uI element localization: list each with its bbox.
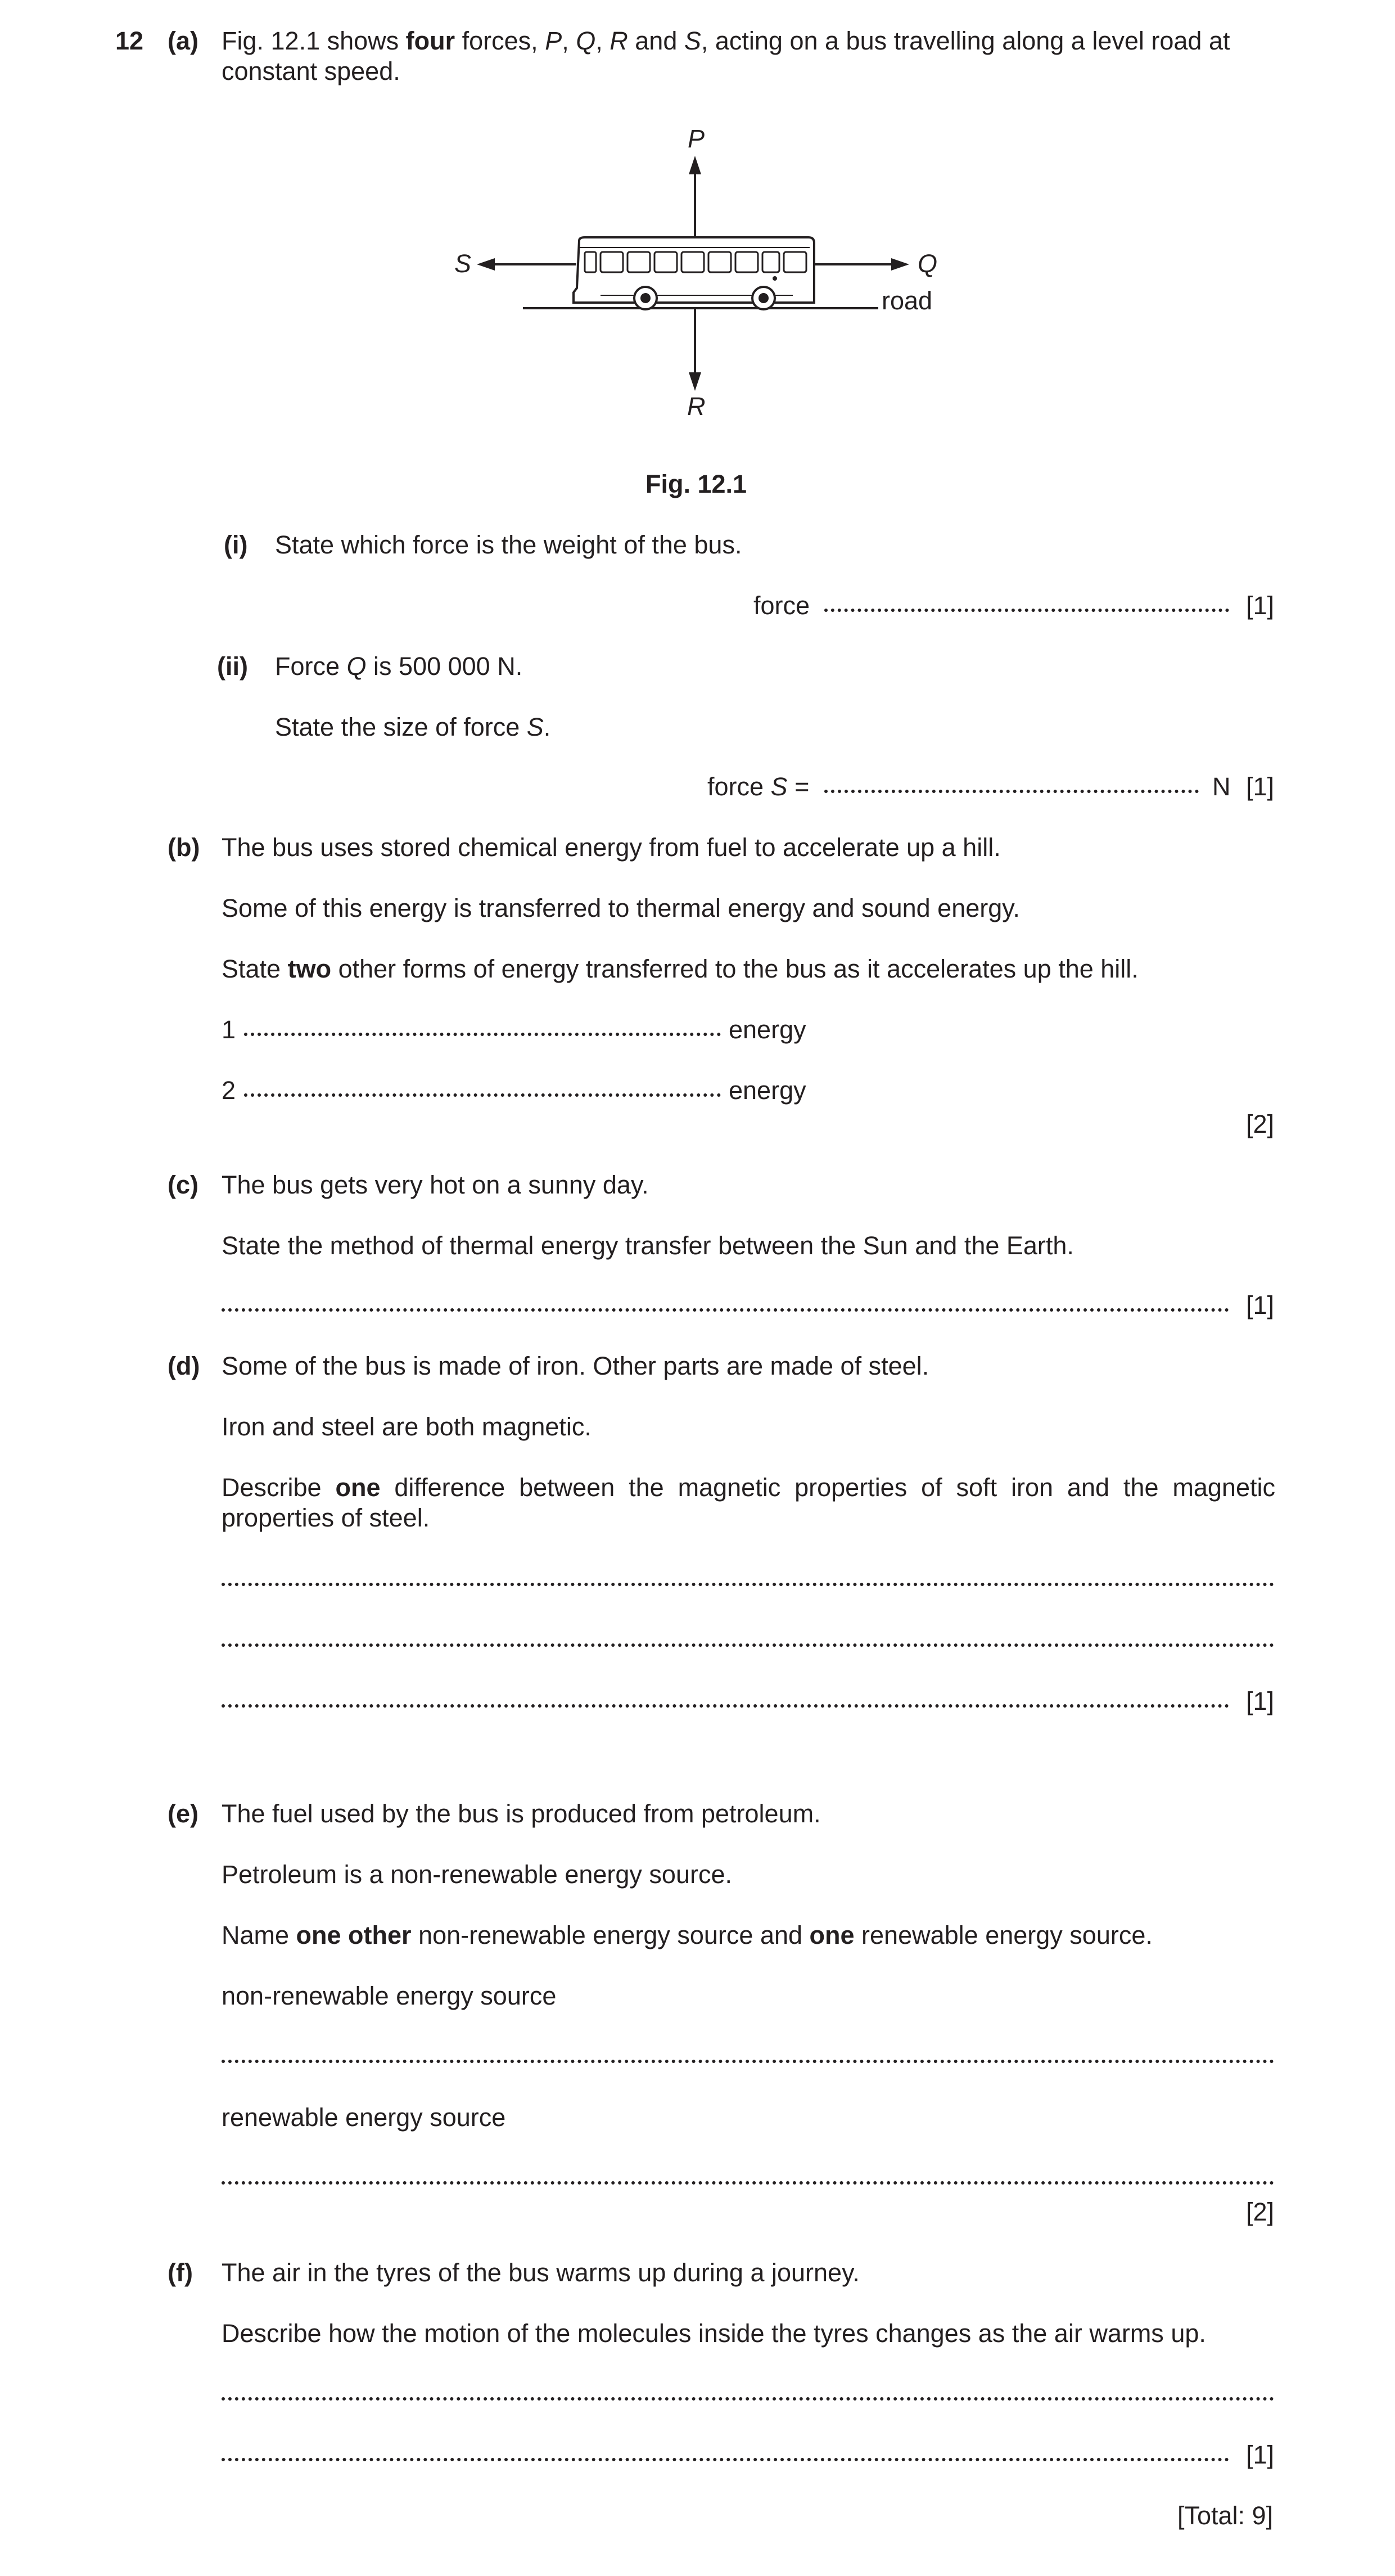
part-a-ii-label: (ii) [217, 652, 248, 681]
label-s: S [454, 249, 472, 278]
part-b-line2: Some of this energy is transferred to thermal energy and sound energy. [222, 894, 1020, 922]
part-d-line1: Some of the bus is made of iron. Other parts are made of steel. [222, 1352, 929, 1380]
part-e-line1: The fuel used by the bus is produced from petroleum. [222, 1799, 821, 1828]
part-c-label: (c) [168, 1170, 198, 1199]
part-c-line2: State the method of thermal energy transfer between the Sun and the Earth. [222, 1231, 1074, 1260]
part-d-line3-cont: properties of steel. [222, 1503, 430, 1532]
arrow-q-head [891, 258, 909, 271]
part-a-ii-marks: [1] [1246, 772, 1275, 801]
figure-caption: Fig. 12.1 [645, 470, 747, 498]
arrow-r-head [689, 372, 701, 391]
part-d-marks: [1] [1246, 1687, 1275, 1715]
part-a-i-label: (i) [224, 530, 248, 559]
part-a-label: (a) [168, 26, 198, 55]
arrow-s-head [477, 258, 495, 271]
arrow-p-head [689, 156, 701, 174]
part-b-marks: [2] [1246, 1110, 1275, 1138]
part-f-line1: The air in the tyres of the bus warms up during a journey. [222, 2258, 860, 2287]
part-a-ii-text: Force Q is 500 000 N. [275, 652, 523, 681]
part-f-label: (f) [168, 2258, 193, 2287]
part-d-label: (d) [168, 1352, 200, 1380]
part-a-ii-text-line2: State the size of force S. [275, 713, 551, 741]
part-e-line2: Petroleum is a non-renewable energy source. [222, 1860, 732, 1889]
part-a-ii-unit: N [1212, 772, 1231, 801]
part-a-ii-answer-line[interactable] [824, 790, 1199, 793]
part-b-item2-answer-line[interactable] [244, 1093, 721, 1097]
part-e-line3: Name one other non-renewable energy source and one renewable energy source. [222, 1921, 1153, 1949]
question-total: [Total: 9] [1177, 2501, 1274, 2530]
part-b-item1-answer-line[interactable] [244, 1033, 721, 1036]
part-b-line3: State two other forms of energy transferred to the bus as it accelerates up the hill. [222, 954, 1139, 983]
part-e-marks: [2] [1246, 2197, 1275, 2226]
question-number: 12 [115, 26, 144, 55]
part-e-renewable-answer-line[interactable] [222, 2181, 1274, 2185]
part-a-i-answer-prefix: force [753, 591, 810, 620]
part-b-item2-suffix: energy [729, 1076, 806, 1105]
part-f-answer-line-1[interactable] [222, 2397, 1274, 2401]
part-b-item2-number: 2 [222, 1076, 236, 1105]
bus-icon [574, 237, 814, 309]
part-f-answer-line-2[interactable] [222, 2458, 1229, 2461]
part-a-ii-answer-prefix: force S = [707, 772, 810, 801]
part-c-answer-line[interactable] [222, 1308, 1229, 1312]
part-a-i-answer-line[interactable] [824, 609, 1229, 612]
part-e-nonrenewable-label: non-renewable energy source [222, 1981, 557, 2010]
label-p: P [688, 124, 705, 153]
part-d-answer-line-1[interactable] [222, 1583, 1274, 1586]
label-r: R [687, 392, 706, 421]
label-q: Q [918, 249, 938, 278]
fig-12-1-diagram [0, 0, 1395, 450]
part-d-answer-line-3[interactable] [222, 1704, 1229, 1708]
part-c-marks: [1] [1246, 1291, 1275, 1319]
part-a-intro-line1: Fig. 12.1 shows four forces, P, Q, R and S, acting on a bus travelling along a level road at [222, 26, 1230, 55]
part-b-line1: The bus uses stored chemical energy from fuel to accelerate up a hill. [222, 833, 1001, 862]
part-f-line2: Describe how the motion of the molecules inside the tyres changes as the air warms up. [222, 2319, 1206, 2348]
part-e-nonrenewable-answer-line[interactable] [222, 2060, 1274, 2063]
part-e-renewable-label: renewable energy source [222, 2103, 506, 2132]
part-c-line1: The bus gets very hot on a sunny day. [222, 1170, 649, 1199]
part-a-intro-line2: constant speed. [222, 57, 400, 85]
part-a-i-marks: [1] [1246, 591, 1275, 620]
label-road: road [882, 286, 933, 315]
part-b-item1-number: 1 [222, 1015, 236, 1044]
part-e-label: (e) [168, 1799, 198, 1828]
part-d-line2: Iron and steel are both magnetic. [222, 1412, 592, 1441]
part-b-item1-suffix: energy [729, 1015, 806, 1044]
part-d-answer-line-2[interactable] [222, 1643, 1274, 1647]
part-b-label: (b) [168, 833, 200, 862]
part-d-line3: Describe one difference between the magnetic properties of soft iron and the magnetic [222, 1473, 1275, 1502]
part-a-i-text: State which force is the weight of the bus. [275, 530, 742, 559]
part-f-marks: [1] [1246, 2440, 1275, 2469]
